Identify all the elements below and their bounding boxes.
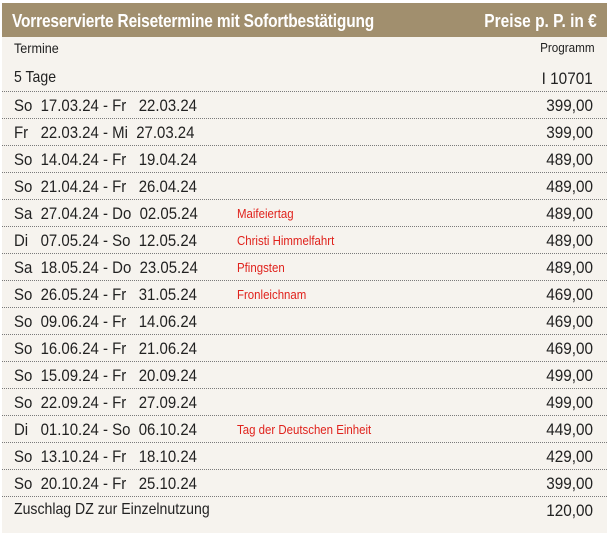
table-row — [2, 362, 607, 389]
table-row — [2, 119, 607, 146]
table-row — [2, 308, 607, 335]
row-date-range: So 13.10.24 - Fr 18.10.24 — [14, 447, 197, 466]
table-row — [2, 470, 607, 497]
row-date-range: So 09.06.24 - Fr 14.06.24 — [14, 312, 197, 331]
row-price: 399,00 — [546, 474, 593, 493]
column-header-programm: Programm — [540, 40, 595, 55]
surcharge-row — [2, 497, 607, 524]
table-row — [2, 146, 607, 173]
row-date-range: Sa 27.04.24 - Do 02.05.24 — [14, 204, 198, 223]
row-price: 399,00 — [546, 96, 593, 115]
row-price: 469,00 — [546, 312, 593, 331]
table-title: Vorreservierte Reisetermine mit Sofortbestätigung — [12, 11, 375, 31]
row-price: 489,00 — [546, 258, 593, 277]
table-row — [2, 389, 607, 416]
column-header-termine: Termine — [14, 40, 59, 56]
row-price: 489,00 — [546, 231, 593, 250]
table-row — [2, 200, 607, 227]
row-date-range: Fr 22.03.24 - Mi 27.03.24 — [14, 123, 195, 142]
row-date-range: So 26.05.24 - Fr 31.05.24 — [14, 285, 197, 304]
duration-row — [2, 65, 607, 92]
row-price: 489,00 — [546, 204, 593, 223]
row-price: 489,00 — [546, 150, 593, 169]
duration-label: 5 Tage — [14, 69, 57, 86]
row-price: 449,00 — [546, 420, 593, 439]
row-holiday-note: Tag der Deutschen Einheit — [237, 422, 372, 437]
row-holiday-note: Fronleichnam — [237, 287, 307, 302]
column-headers — [2, 37, 607, 59]
row-price: 399,00 — [546, 123, 593, 142]
table-row — [2, 92, 607, 119]
row-date-range: So 17.03.24 - Fr 22.03.24 — [14, 96, 197, 115]
row-date-range: So 20.10.24 - Fr 25.10.24 — [14, 474, 197, 493]
table-row — [2, 281, 607, 308]
table-row — [2, 443, 607, 470]
table-row — [2, 254, 607, 281]
row-holiday-note: Pfingsten — [237, 260, 285, 275]
table-header — [2, 3, 607, 37]
row-price: 469,00 — [546, 339, 593, 358]
row-date-range: Di 07.05.24 - So 12.05.24 — [14, 231, 197, 250]
surcharge-label: Zuschlag DZ zur Einzelnutzung — [14, 501, 210, 518]
row-date-range: So 15.09.24 - Fr 20.09.24 — [14, 366, 197, 385]
table-row — [2, 227, 607, 254]
row-date-range: So 16.06.24 - Fr 21.06.24 — [14, 339, 197, 358]
row-price: 499,00 — [546, 366, 593, 385]
row-price: 429,00 — [546, 447, 593, 466]
row-date-range: So 14.04.24 - Fr 19.04.24 — [14, 150, 197, 169]
row-holiday-note: Christi Himmelfahrt — [237, 233, 335, 248]
prices-label: Preise p. P. in € — [484, 11, 597, 31]
row-date-range: Di 01.10.24 - So 06.10.24 — [14, 420, 197, 439]
row-date-range: So 22.09.24 - Fr 27.09.24 — [14, 393, 197, 412]
row-price: 489,00 — [546, 177, 593, 196]
row-date-range: So 21.04.24 - Fr 26.04.24 — [14, 177, 197, 196]
row-price: 499,00 — [546, 393, 593, 412]
program-code: I 10701 — [541, 69, 593, 88]
date-list — [2, 65, 607, 524]
table-row — [2, 335, 607, 362]
price-table-panel — [2, 3, 607, 533]
table-row — [2, 173, 607, 200]
surcharge-price: 120,00 — [546, 501, 593, 520]
table-row — [2, 416, 607, 443]
row-holiday-note: Maifeiertag — [237, 206, 294, 221]
row-date-range: Sa 18.05.24 - Do 23.05.24 — [14, 258, 198, 277]
row-price: 469,00 — [546, 285, 593, 304]
